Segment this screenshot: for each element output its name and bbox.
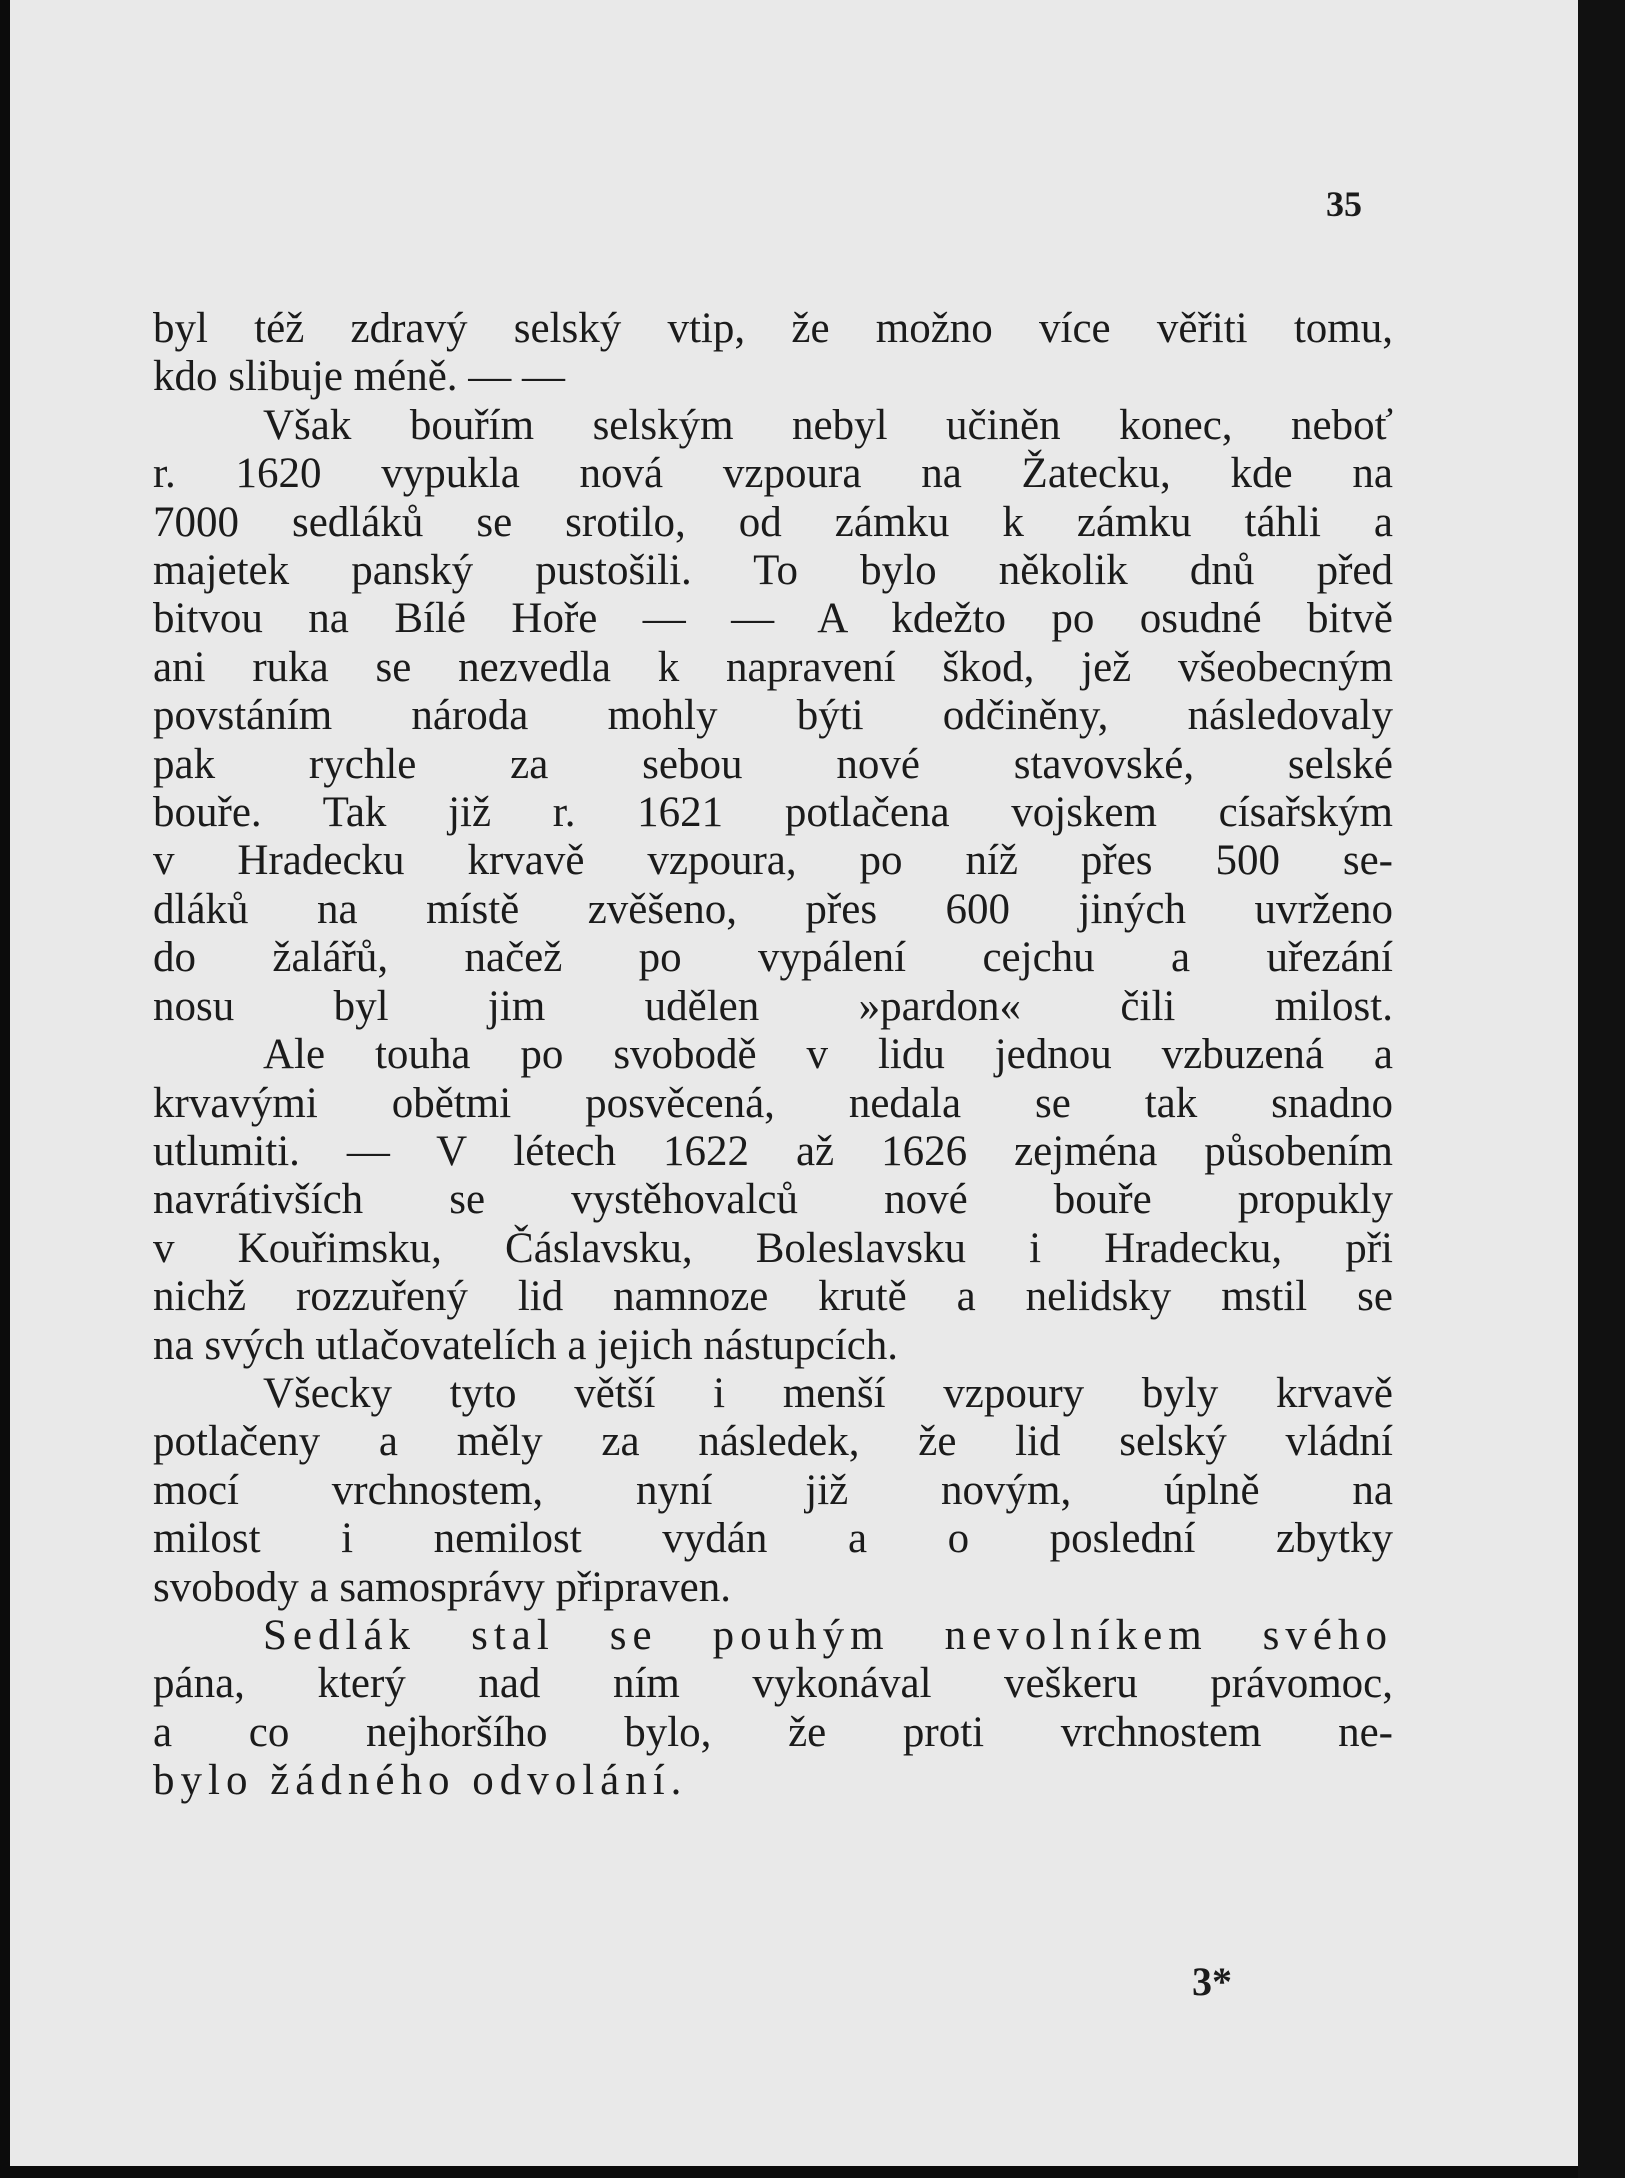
text-line: Však bouřím selským nebyl učiněn konec, neboť — [263, 401, 1393, 449]
text-line: byl též zdravý selský vtip, že možno více věřiti tomu, — [153, 305, 1393, 352]
body-text — [153, 305, 1393, 1806]
text-line: milost i nemilost vydán a o poslední zbytky — [153, 1515, 1393, 1563]
text-line: Všecky tyto větší i menší vzpoury byly krvavě — [263, 1369, 1393, 1417]
text-line: krvavými obětmi posvěcená, nedala se tak snadno — [153, 1079, 1393, 1127]
text-line: Sedlák stal se pouhým nevolníkem svého — [263, 1611, 1393, 1659]
text-line: do žalářů, načež po vypálení cejchu a uřezání — [153, 934, 1393, 982]
text-line: utlumiti. — V létech 1622 až 1626 zejména působením — [153, 1127, 1393, 1175]
text-line: na svých utlačovatelích a jejich nástupcích. — [153, 1321, 899, 1369]
text-line: bitvou na Bílé Hoře — — A kdežto po osudné bitvě — [153, 595, 1393, 643]
text-line: v Hradecku krvavě vzpoura, po níž přes 500 se- — [153, 837, 1393, 885]
text-line: Ale touha po svobodě v lidu jednou vzbuzená a — [263, 1031, 1393, 1079]
text-line: svobody a samosprávy připraven. — [153, 1563, 731, 1611]
text-line: bylo žádného odvolání. — [153, 1757, 688, 1805]
text-line: navrátivších se vystěhovalců nové bouře propukly — [153, 1176, 1393, 1224]
text-line: v Kouřimsku, Čáslavsku, Boleslavsku i Hradecku, při — [153, 1224, 1393, 1272]
text-line: pána, který nad ním vykonával veškeru právomoc, — [153, 1660, 1393, 1708]
text-line: r. 1620 vypukla nová vzpoura na Žatecku, kde na — [153, 450, 1393, 498]
text-line: majetek panský pustošili. To bylo několik dnů před — [153, 547, 1393, 595]
page-number: 35 — [1326, 184, 1362, 224]
text-line: ani ruka se nezvedla k napravení škod, jež všeobecným — [153, 643, 1393, 691]
text-line: pak rychle za sebou nové stavovské, selské — [153, 740, 1393, 788]
text-line: nichž rozzuřený lid namnoze krutě a nelidsky mstil se — [153, 1273, 1393, 1321]
text-line: povstáním národa mohly býti odčiněny, následovaly — [153, 692, 1393, 740]
text-line: potlačeny a měly za následek, že lid selský vládní — [153, 1418, 1393, 1466]
text-line: mocí vrchnostem, nyní již novým, úplně na — [153, 1466, 1393, 1514]
text-line: bouře. Tak již r. 1621 potlačena vojskem císařským — [153, 789, 1393, 837]
text-line: 7000 sedláků se srotilo, od zámku k zámku táhli a — [153, 498, 1393, 546]
text-line: nosu byl jim udělen »pardon« čili milost. — [153, 982, 1393, 1030]
text-line: dláků na místě zvěšeno, přes 600 jiných uvrženo — [153, 885, 1393, 933]
text-line: a co nejhoršího bylo, že proti vrchnostem ne- — [153, 1708, 1393, 1756]
scan-border — [1578, 0, 1625, 2178]
signature-mark: 3* — [1192, 1959, 1232, 2004]
text-line: kdo slibuje méně. — — — [153, 353, 566, 401]
